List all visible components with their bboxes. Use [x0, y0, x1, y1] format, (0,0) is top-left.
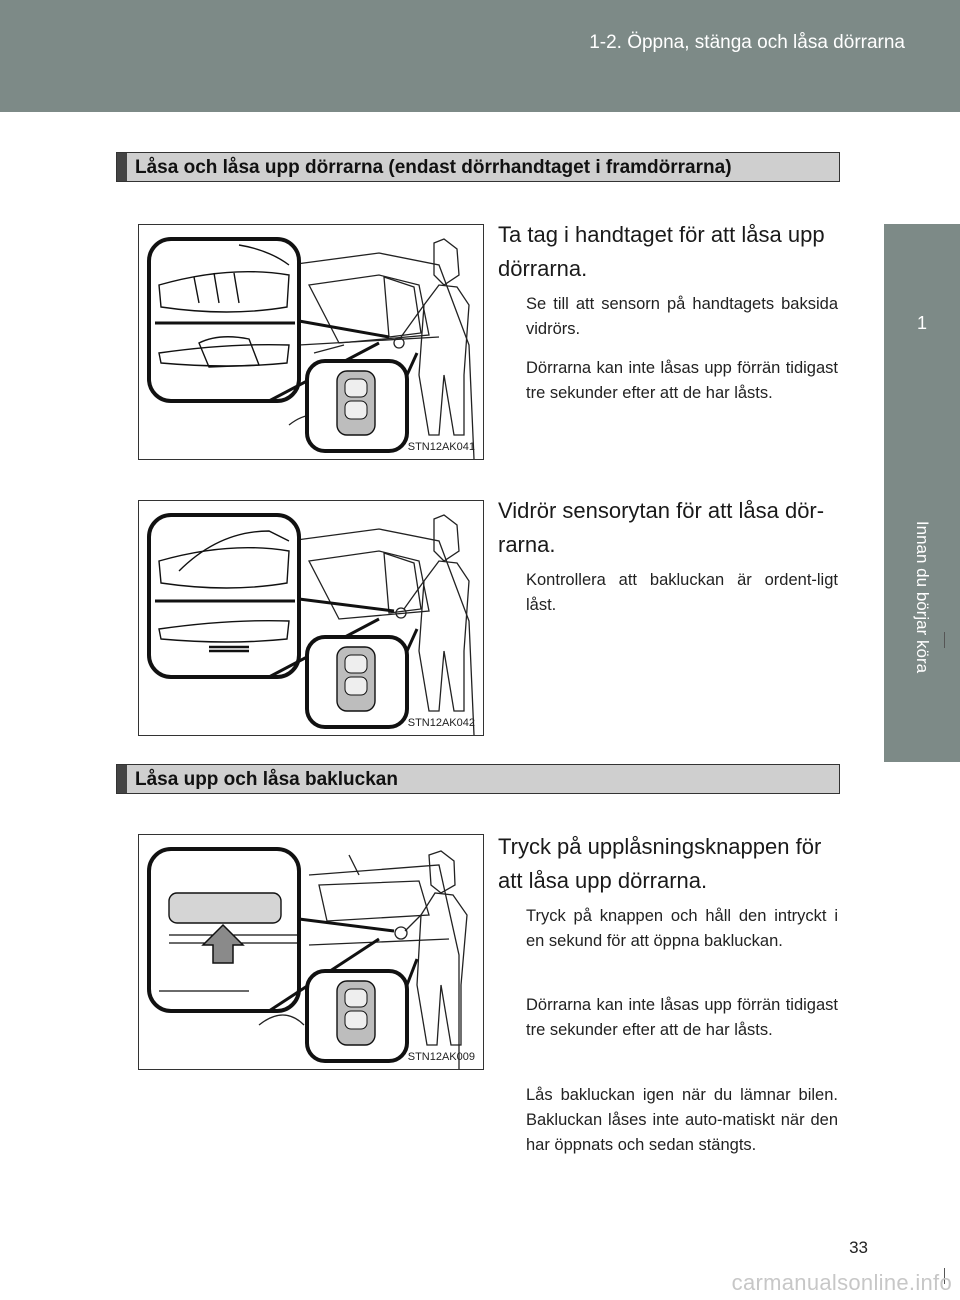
- page-number: 33: [849, 1238, 868, 1257]
- figure-code: STN12AK009: [407, 1051, 475, 1063]
- figure-code: STN12AK041: [407, 441, 475, 453]
- top-header-band: [0, 0, 960, 112]
- instruction-unlock: Ta tag i handtaget för att låsa upp dörrarna.: [498, 222, 825, 281]
- note-delay: Dörrarna kan inte låsas upp förrän tidigast tre sekunder efter att de har låsts.: [526, 996, 838, 1039]
- section-title: Låsa upp och låsa bakluckan: [135, 769, 398, 790]
- illustration-grip-handle: [138, 224, 484, 460]
- note-sensor: Se till att sensorn på handtagets baksida vidrörs.: [526, 295, 838, 338]
- side-tab-number-box: [884, 224, 960, 422]
- side-tab-number: 1: [916, 312, 927, 333]
- illustration-back-door-button: [138, 834, 484, 1070]
- note-back-door: Kontrollera att bakluckan är ordent-ligt låst.: [526, 571, 838, 614]
- section-header-back-door: [116, 764, 840, 794]
- illustration-touch-sensor: [138, 500, 484, 736]
- figure-code: STN12AK042: [407, 717, 475, 729]
- back-door-button-drawing: [139, 835, 483, 1069]
- instruction-opener: Tryck på upplåsningsknappen för att låsa upp dörrarna.: [498, 834, 822, 893]
- instruction-lock: Vidrör sensorytan för att låsa dör-rarna.: [498, 498, 825, 557]
- grip-handle-drawing: [139, 225, 483, 459]
- side-tab: [884, 112, 960, 1300]
- watermark: carmanualsonline.info: [731, 1270, 952, 1295]
- side-tab-label: Innan du börjar köra: [913, 520, 932, 674]
- note-hold-button: Tryck på knappen och håll den intryckt i en sekund för att öppna bakluckan.: [526, 907, 838, 950]
- header-accent: [117, 765, 127, 793]
- note-relock: Lås bakluckan igen när du lämnar bilen. Bakluckan låses inte auto-matiskt när den har öppnats och sedan stängts.: [526, 1086, 838, 1154]
- section-title: Låsa och låsa upp dörrarna (endast dörrhandtaget i framdörrarna): [135, 157, 732, 178]
- chapter-title: 1-2. Öppna, stänga och låsa dörrarna: [589, 32, 905, 53]
- touch-sensor-drawing: [139, 501, 483, 735]
- header-accent: [117, 153, 127, 181]
- note-delay: Dörrarna kan inte låsas upp förrän tidigast tre sekunder efter att de har låsts.: [526, 359, 838, 402]
- section-header-doors: [116, 152, 840, 182]
- crop-mark: [944, 632, 945, 648]
